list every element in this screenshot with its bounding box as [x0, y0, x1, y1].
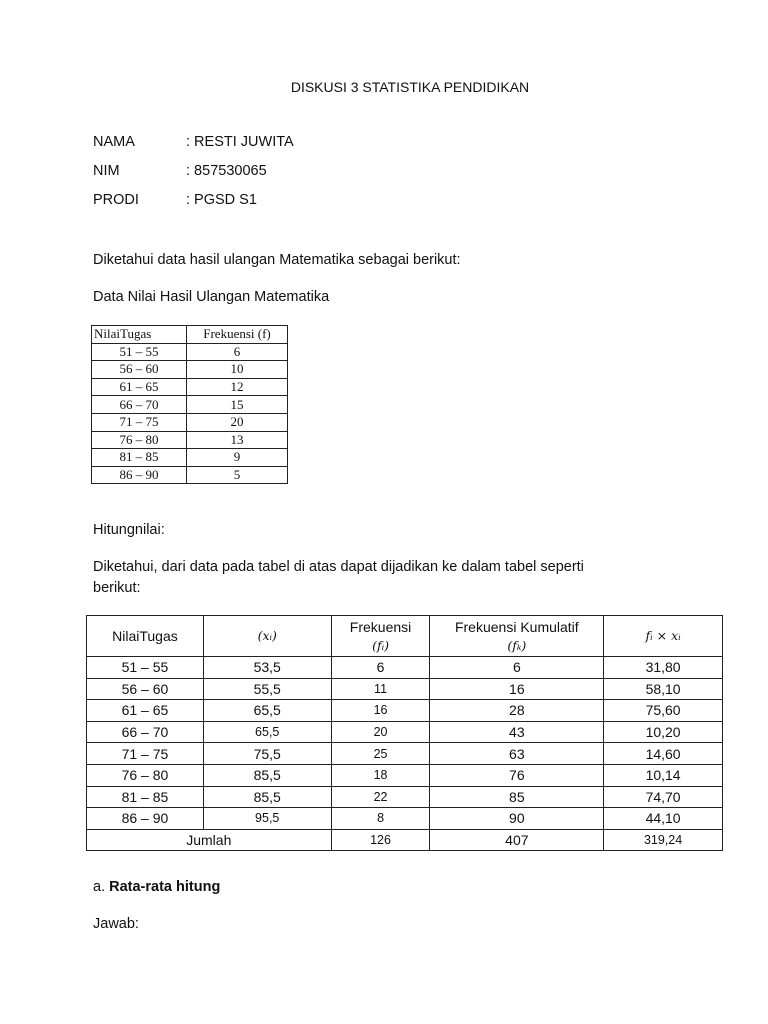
- table-row: [87, 657, 723, 679]
- interval-cell: 61 – 65: [92, 378, 187, 396]
- page-title: DISKUSI 3 STATISTIKA PENDIDIKAN: [290, 79, 530, 95]
- header-nilai-tugas: NilaiTugas: [92, 326, 187, 344]
- table1-caption: Data Nilai Hasil Ulangan Matematika: [93, 289, 330, 305]
- table-row: [92, 378, 288, 396]
- nim-value: [186, 163, 267, 179]
- total-cumulative: 407: [430, 829, 604, 851]
- cumulative-cell: 16: [430, 678, 604, 700]
- nim-label: NIM: [93, 163, 120, 179]
- interval-cell: 66 – 70: [87, 721, 204, 743]
- cumulative-cell: 85: [430, 786, 604, 808]
- header-frekuensi-label: Frekuensi: [349, 618, 412, 635]
- section-a-title: Rata-rata hitung: [109, 879, 221, 895]
- interval-cell: 56 – 60: [87, 678, 204, 700]
- frequency-cell: 8: [331, 808, 430, 830]
- total-frequency: 126: [331, 829, 430, 851]
- fx-cell: 10,20: [604, 721, 723, 743]
- name-separator: :: [186, 134, 191, 150]
- name-text: RESTI JUWITA: [190, 134, 294, 150]
- frequency-cell: 22: [331, 786, 430, 808]
- interval-cell: 76 – 80: [92, 431, 187, 449]
- midpoint-cell: 53,5: [203, 657, 331, 679]
- frequency-cell: 9: [187, 449, 288, 467]
- table-row: [92, 466, 288, 484]
- midpoint-cell: 65,5: [203, 700, 331, 722]
- cumulative-cell: 90: [430, 808, 604, 830]
- header-fk: (fₖ): [507, 637, 527, 653]
- table-row: [92, 361, 288, 379]
- section-a-prefix: a.: [93, 879, 110, 895]
- prodi-separator: :: [186, 192, 191, 208]
- section-a-heading: [93, 879, 220, 895]
- frequency-cell: 16: [331, 700, 430, 722]
- intro-text: Diketahui data hasil ulangan Matematika sebagai berikut:: [93, 252, 461, 268]
- header-frekuensi-kumulatif: [430, 616, 604, 657]
- score-frequency-table: [91, 325, 288, 484]
- fx-cell: 31,80: [604, 657, 723, 679]
- interval-cell: 71 – 75: [92, 413, 187, 431]
- header-frekuensi: [331, 616, 430, 657]
- interval-cell: 61 – 65: [87, 700, 204, 722]
- frequency-cell: 25: [331, 743, 430, 765]
- interval-cell: 76 – 80: [87, 764, 204, 786]
- frequency-cell: 13: [187, 431, 288, 449]
- nim-text: 857530065: [190, 163, 267, 179]
- cumulative-cell: 6: [430, 657, 604, 679]
- interval-cell: 81 – 85: [92, 449, 187, 467]
- header-nilai-tugas: NilaiTugas: [87, 616, 204, 657]
- midpoint-cell: 55,5: [203, 678, 331, 700]
- cumulative-cell: 28: [430, 700, 604, 722]
- frequency-cell: 15: [187, 396, 288, 414]
- table-row: [87, 721, 723, 743]
- header-frekuensi-kumulatif-label: Frekuensi Kumulatif: [454, 618, 579, 635]
- known-text-line1: Diketahui, dari data pada tabel di atas dapat dijadikan ke dalam tabel seperti: [93, 559, 584, 575]
- midpoint-cell: 85,5: [203, 764, 331, 786]
- table-row: [92, 343, 288, 361]
- header-xi: (xᵢ): [203, 616, 331, 657]
- table-row: [87, 743, 723, 765]
- table-row: [87, 786, 723, 808]
- header-fi: (fᵢ): [372, 637, 389, 653]
- interval-cell: 86 – 90: [87, 808, 204, 830]
- prodi-text: PGSD S1: [190, 192, 257, 208]
- frequency-cell: 10: [187, 361, 288, 379]
- name-label: NAMA: [93, 134, 135, 150]
- midpoint-cell: 95,5: [203, 808, 331, 830]
- cumulative-cell: 43: [430, 721, 604, 743]
- frequency-cell: 20: [187, 413, 288, 431]
- known-text-line2: berikut:: [93, 580, 141, 596]
- table-row: [87, 678, 723, 700]
- midpoint-cell: 65,5: [203, 721, 331, 743]
- table-row: [92, 431, 288, 449]
- frequency-cell: 5: [187, 466, 288, 484]
- total-row: [87, 829, 723, 851]
- interval-cell: 86 – 90: [92, 466, 187, 484]
- fx-cell: 14,60: [604, 743, 723, 765]
- table-row: [92, 449, 288, 467]
- distribution-table: [86, 615, 723, 851]
- frequency-cell: 11: [331, 678, 430, 700]
- midpoint-cell: 85,5: [203, 786, 331, 808]
- prodi-label: PRODI: [93, 192, 139, 208]
- fx-cell: 44,10: [604, 808, 723, 830]
- frequency-cell: 12: [187, 378, 288, 396]
- interval-cell: 56 – 60: [92, 361, 187, 379]
- name-value: [186, 134, 294, 150]
- frequency-cell: 6: [331, 657, 430, 679]
- table-row: [87, 700, 723, 722]
- frequency-cell: 6: [187, 343, 288, 361]
- header-frekuensi: Frekuensi (f): [187, 326, 288, 344]
- interval-cell: 81 – 85: [87, 786, 204, 808]
- midpoint-cell: 75,5: [203, 743, 331, 765]
- answer-label: Jawab:: [93, 916, 139, 932]
- table-row: [92, 413, 288, 431]
- interval-cell: 66 – 70: [92, 396, 187, 414]
- fx-cell: 10,14: [604, 764, 723, 786]
- header-fi-times-xi: fᵢ × xᵢ: [604, 616, 723, 657]
- fx-cell: 58,10: [604, 678, 723, 700]
- interval-cell: 51 – 55: [92, 343, 187, 361]
- fx-cell: 75,60: [604, 700, 723, 722]
- cumulative-cell: 63: [430, 743, 604, 765]
- table-row: [87, 808, 723, 830]
- table-row: [92, 396, 288, 414]
- interval-cell: 71 – 75: [87, 743, 204, 765]
- total-fx: 319,24: [604, 829, 723, 851]
- total-label: Jumlah: [87, 829, 332, 851]
- table-header-row: [92, 326, 288, 344]
- table-header-row: [87, 616, 723, 657]
- hitung-nilai-text: Hitungnilai:: [93, 522, 165, 538]
- frequency-cell: 20: [331, 721, 430, 743]
- interval-cell: 51 – 55: [87, 657, 204, 679]
- cumulative-cell: 76: [430, 764, 604, 786]
- table-row: [87, 764, 723, 786]
- fx-cell: 74,70: [604, 786, 723, 808]
- nim-separator: :: [186, 163, 191, 179]
- prodi-value: [186, 192, 257, 208]
- frequency-cell: 18: [331, 764, 430, 786]
